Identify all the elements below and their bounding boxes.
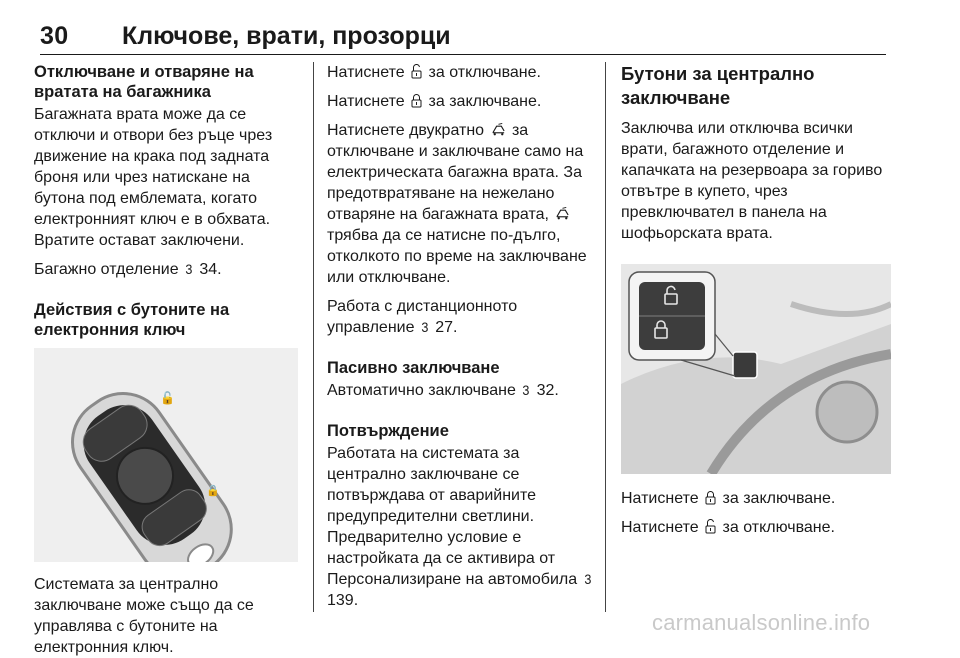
instruction-text: за заключване.: [428, 93, 542, 110]
cross-reference-passive: [327, 380, 595, 401]
reference-page: 27.: [435, 319, 458, 336]
instruction-text: за отключване.: [428, 64, 541, 81]
column-divider: [313, 62, 314, 612]
instruction-text: Натиснете: [327, 93, 405, 110]
reference-page: 139.: [327, 592, 359, 609]
instruction-text: за заключване.: [722, 490, 836, 507]
svg-text:🔓: 🔓: [160, 391, 175, 405]
page-header: [40, 22, 886, 55]
reference-arrow-icon: 3: [421, 319, 429, 335]
instruction-text: Натиснете: [327, 64, 405, 81]
lock-instruction: [621, 488, 891, 509]
cross-reference-luggage: [34, 259, 298, 280]
instruction-text: Натиснете: [621, 519, 699, 536]
tailgate-icon: [555, 206, 570, 221]
reference-text: Работа с дистанционното управление: [327, 298, 518, 336]
section-heading-passive: Пасивно заключване: [327, 359, 500, 377]
reference-arrow-icon: 3: [583, 571, 592, 587]
cross-reference-remote: [327, 296, 595, 338]
reference-arrow-icon: 3: [185, 261, 193, 277]
column-divider: [605, 62, 606, 612]
reference-arrow-icon: 3: [522, 382, 530, 398]
unlock-icon: [411, 64, 422, 79]
unlock-instruction: [327, 62, 595, 83]
paragraph-text: за отключване и заключване само на електрическата багажна врата. За предотвратяване на нежелано отваряне на багажната врата,: [327, 122, 584, 223]
tailgate-double-press-paragraph: [327, 120, 595, 288]
lock-instruction: [327, 91, 595, 112]
reference-page: 32.: [536, 382, 559, 399]
page-number: 30: [40, 22, 69, 50]
unlock-instruction: [621, 517, 891, 538]
section-heading-tailgate: Отключване и отваряне на вратата на багажника: [34, 63, 254, 101]
section-heading-confirmation: Потвърждение: [327, 422, 449, 440]
paragraph-text: Натиснете двукратно: [327, 122, 485, 139]
key-caption: Системата за централно заключване може също да се управлява с бутоните на електронния ключ.: [34, 576, 254, 656]
watermark: carmanualsonline.info: [652, 610, 871, 635]
door-panel-switch-image: [621, 264, 891, 474]
svg-text:🔒: 🔒: [206, 484, 220, 497]
tailgate-paragraph: Багажната врата може да се отключи и отвори без ръце чрез движение на крака под задната броня или чрез натискане на бутона под емблемата, когато електронният ключ е в обхвата. Вратите остават заключени.: [34, 106, 273, 249]
tailgate-icon: [491, 122, 506, 137]
instruction-text: за отключване.: [722, 519, 835, 536]
reference-text: Автоматично заключване: [327, 382, 516, 399]
section-heading-central-lock-buttons: Бутони за централно заключване: [621, 63, 815, 108]
electronic-key-image: [34, 348, 298, 562]
column-right: [621, 62, 891, 546]
chapter-title: Ключове, врати, прозорци: [122, 22, 451, 50]
lock-icon: [411, 93, 422, 108]
reference-text: Багажно отделение: [34, 261, 179, 278]
confirmation-paragraph: [327, 443, 595, 611]
column-middle: [327, 62, 595, 619]
unlock-icon: [705, 519, 716, 534]
paragraph-text: Работата на системата за централно заключване се потвърждава от аварийните предупредителни светлини. Предварително условие е настройката да се активира от Персонализиране на автомобила: [327, 445, 578, 588]
central-lock-paragraph: Заключва или отключва всички врати, багажното отделение и капачката на резервоара за гориво отвътре в купето, чрез превключвател в панела на шофьорската врата.: [621, 120, 883, 242]
section-heading-key-buttons: Действия с бутоните на електронния ключ: [34, 301, 230, 339]
paragraph-text: трябва да се натисне по-дълго, отколкото по време на заключване или отключване.: [327, 227, 587, 286]
column-left: [34, 62, 298, 658]
instruction-text: Натиснете: [621, 490, 699, 507]
reference-page: 34.: [199, 261, 222, 278]
lock-icon: [705, 490, 716, 505]
